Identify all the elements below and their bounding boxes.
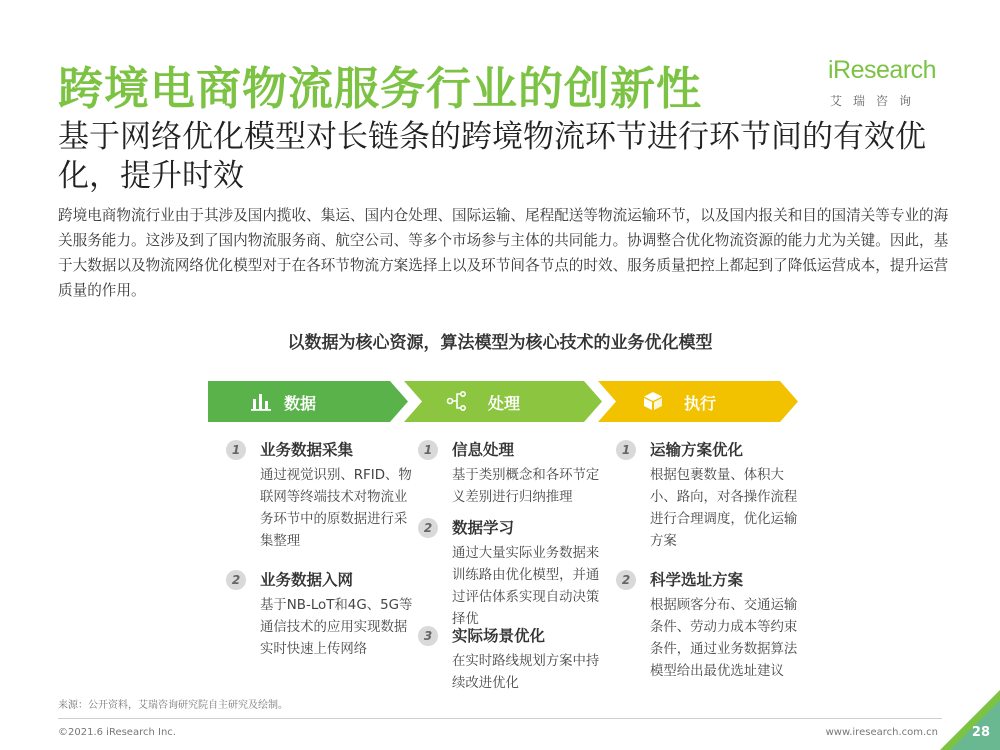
- item-number: 1: [226, 440, 246, 460]
- iresearch-logo: [826, 56, 950, 116]
- item-title: 业务数据入网: [260, 571, 354, 589]
- page-title: 跨境电商物流服务行业的创新性: [58, 62, 703, 115]
- corner-decoration: [940, 690, 1000, 750]
- item-number: 2: [616, 570, 636, 590]
- item-description: 在实时路线规划方案中持续改进优化: [452, 654, 600, 691]
- item-title: 信息处理: [452, 441, 515, 459]
- copyright: ©2021.6 iResearch Inc.: [58, 727, 176, 738]
- website-link[interactable]: www.iresearch.com.cn: [825, 727, 938, 738]
- item-title: 业务数据采集: [260, 441, 354, 459]
- item-description: 基于NB-LoT和4G、5G等通信技术的应用实现数据实时快速上传网络: [260, 598, 413, 657]
- bar-chart-icon: [250, 390, 272, 412]
- network-icon: [446, 390, 468, 412]
- item-description: 通过大量实际业务数据来训练路由优化模型，并通过评估体系实现自动决策择优: [452, 546, 600, 627]
- item-title: 科学选址方案: [650, 571, 744, 589]
- page-subtitle: 基于网络优化模型对长链条的跨境物流环节进行环节间的有效优化，提升时效: [58, 119, 926, 194]
- footer-divider: [58, 718, 942, 719]
- item-number: 1: [418, 440, 438, 460]
- item-number: 1: [616, 440, 636, 460]
- item-title: 实际场景优化: [452, 627, 546, 645]
- stage-label: 处理: [488, 394, 521, 413]
- item-number: 2: [226, 570, 246, 590]
- item-title: 运输方案优化: [650, 441, 744, 459]
- item-title: 数据学习: [452, 519, 515, 537]
- page-number: 28: [971, 725, 990, 740]
- item-number: 2: [418, 518, 438, 538]
- logo-text: iResearch: [828, 56, 937, 84]
- intro-paragraph: 跨境电商物流行业由于其涉及国内揽收、集运、国内仓处理、国际运输、尾程配送等物流运输环节，以及国内报关和目的国清关等专业的海关服务能力。这涉及到了国内物流服务商、航空公司、等多个市场参与主体的共同能力。协调整合优化物流资源的能力尤为关键。因此，基于大数据以及物流网络优化模型对于在各环节物流方案选择上以及环节间各节点的时效、服务质量把控上都起到了降低运营成本，提升运营质量的作用。: [58, 207, 949, 299]
- item-description: 根据包裹数量、体积大小、路向，对各操作流程进行合理调度，优化运输方案: [650, 468, 798, 549]
- item-number: 3: [418, 626, 438, 646]
- item-description: 根据顾客分布、交通运输条件、劳动力成本等约束条件，通过业务数据算法模型给出最优选址建议: [650, 598, 798, 679]
- stage-arrow-processing: [404, 381, 602, 422]
- source-note: 来源：公开资料，艾瑞咨询研究院自主研究及绘制。: [58, 700, 288, 711]
- stage-arrow-execution: [598, 381, 798, 422]
- item-description: 通过视觉识别、RFID、物联网等终端技术对物流业务环节中的原数据进行采集整理: [260, 468, 412, 549]
- stage-arrow-data: [208, 381, 408, 422]
- item-description: 基于类别概念和各环节定义差别进行归纳推理: [452, 468, 600, 505]
- box-icon: [642, 390, 664, 412]
- logo-subtext: 艾瑞咨询: [830, 94, 923, 108]
- stage-label: 执行: [684, 394, 717, 413]
- stage-label: 数据: [284, 394, 317, 413]
- model-title: 以数据为核心资源，算法模型为核心技术的业务优化模型: [287, 333, 713, 353]
